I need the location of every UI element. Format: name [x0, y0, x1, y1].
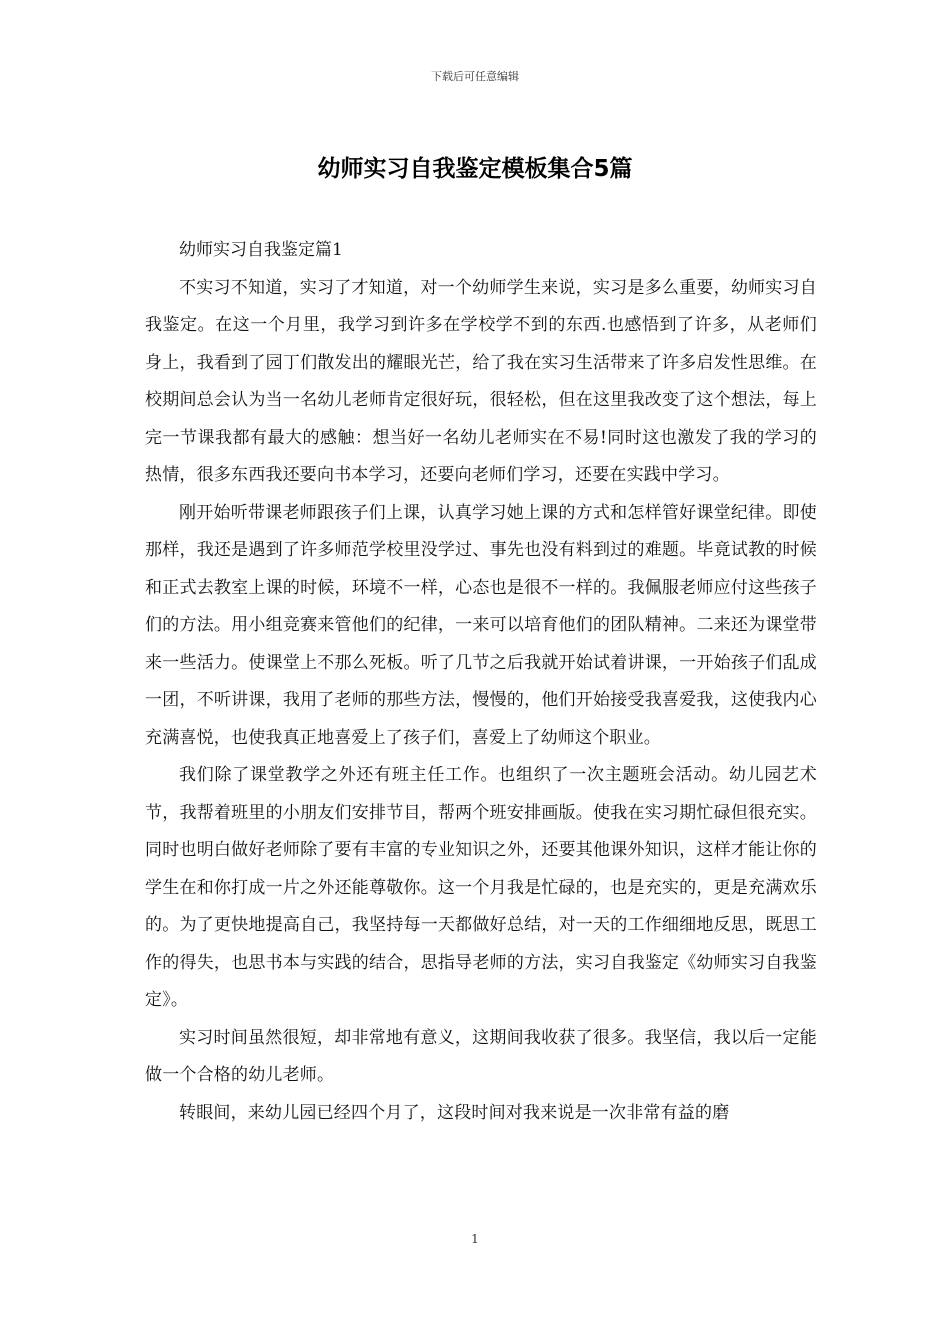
paragraph-4: 实习时间虽然很短，却非常地有意义，这期间我收获了很多。我坚信，我以后一定能做一个合格的幼儿老师。 [145, 1027, 817, 1085]
paragraph-3: 我们除了课堂教学之外还有班主任工作。也组织了一次主题班会活动。幼儿园艺术节，我帮着班里的小朋友们安排节目，帮两个班安排画版。使我在实习期忙碌但很充实。同时也明白做好老师除了要有丰富的专业知识之外，还要其他课外知识，这样才能让你的学生在和你打成一片之外还能尊敬你。这一个月我是忙碌的，也是充实的，更是充满欢乐的。为了更快地提高自己，我坚持每一天都做好总结，对一天的工作细细地反思，既思工作的得失，也思书本与实践的结合，思指导老师的方法，实习自我鉴定《幼师实习自我鉴定》。 [145, 765, 817, 1010]
section-heading: 幼师实习自我鉴定篇1 [179, 240, 343, 260]
document-body [145, 232, 817, 1132]
document-title: 幼师实习自我鉴定模板集合5篇 [317, 156, 633, 182]
paragraph-1: 不实习不知道，实习了才知道，对一个幼师学生来说，实习是多么重要，幼师实习自我鉴定。在这一个月里，我学习到许多在学校学不到的东西.也感悟到了许多，从老师们身上，我看到了园丁们散发出的耀眼光芒，给了我在实习生活带来了许多启发性思维。在校期间总会认为当一名幼儿老师肯定很好玩，很轻松，但在这里我改变了这个想法，每上完一节课我都有最大的感触：想当好一名幼儿老师实在不易!同时这也激发了我的学习的热情，很多东西我还要向书本学习，还要向老师们学习，还要在实践中学习。 [145, 277, 817, 485]
paragraph-5: 转眼间，来幼儿园已经四个月了，这段时间对我来说是一次非常有益的磨 [179, 1102, 730, 1123]
page-number: 1 [471, 1232, 479, 1246]
header-note: 下载后可任意编辑 [431, 70, 519, 83]
paragraph-2: 刚开始听带课老师跟孩子们上课，认真学习她上课的方式和怎样管好课堂纪律。即使那样，我还是遇到了许多师范学校里没学过、事先也没有料到过的难题。毕竟试教的时候和正式去教室上课的时候，环境不一样，心态也是很不一样的。我佩服老师应付这些孩子们的方法。用小组竞赛来管他们的纪律，一来可以培育他们的团队精神。二来还为课堂带来一些活力。使课堂上不那么死板。听了几节之后我就开始试着讲课，一开始孩子们乱成一团，不听讲课，我用了老师的那些方法，慢慢的，他们开始接受我喜爱我，这使我内心充满喜悦，也使我真正地喜爱上了孩子们，喜爱上了幼师这个职业。 [145, 502, 817, 748]
